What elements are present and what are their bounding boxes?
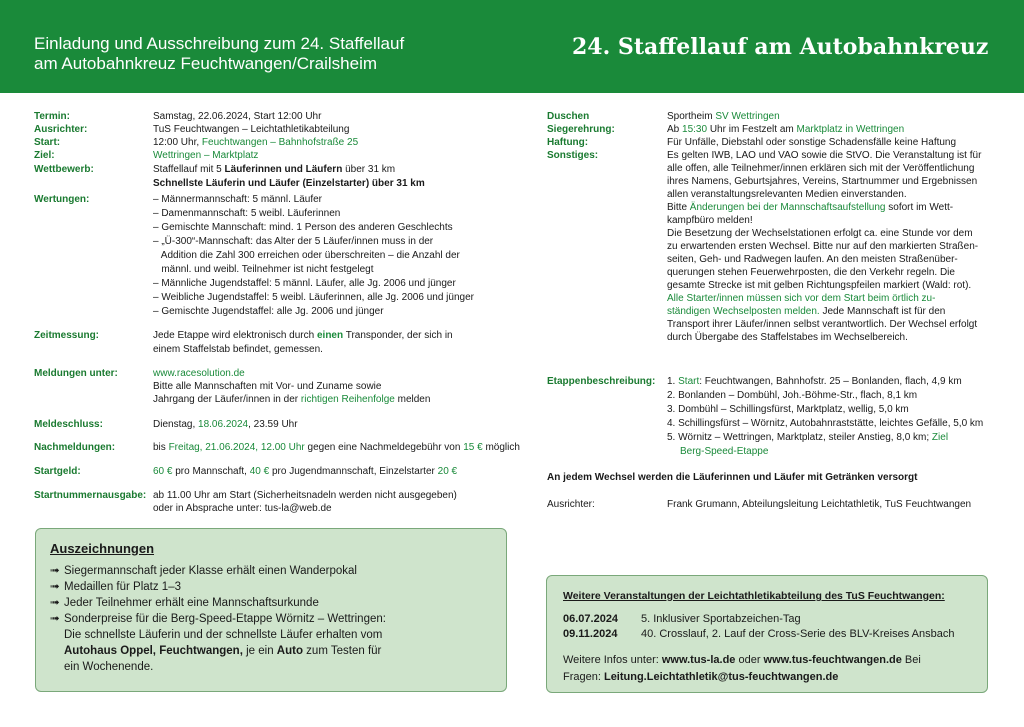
termin-label: Termin: <box>34 111 70 122</box>
siegerehrung-value: Ab 15:30 Uhr im Festzelt am Marktplatz in Wettringen <box>667 124 905 135</box>
etappe-item: 2. Bonlanden – Dombühl, Joh.-Böhme-Str., flach, 8,1 km <box>667 390 918 401</box>
sonstiges-line: ihres Namens, Geburtsjahres, Vereins, Startnummer und Ergebnissen <box>667 176 978 187</box>
wertungen-label: Wertungen: <box>34 194 90 205</box>
duschen-label: Duschen <box>547 111 590 122</box>
wechsel-note: An jedem Wechsel werden die Läuferinnen und Läufer mit Getränken versorgt <box>547 472 918 483</box>
award-item: ➟ Medaillen für Platz 1–3 <box>50 581 181 593</box>
wettbewerb-value-1: Staffellauf mit 5 Läuferinnen und Läufern über 31 km <box>153 164 396 175</box>
etappe-item: Berg-Speed-Etappe <box>680 446 769 457</box>
info-line-2: Fragen: Leitung.Leichtathletik@tus-feuchtwangen.de <box>563 671 839 683</box>
sonstiges-line: alle offen, alle Teilnehmer/innen erklären sich mit der Veröffentlichung <box>667 163 975 174</box>
ausrichter-label: Ausrichter: <box>34 124 88 135</box>
meldungen-value-3: Jahrgang der Läufer/innen in der richtigen Reihenfolge melden <box>153 394 431 405</box>
sonstiges-line: Bitte Änderungen bei der Mannschaftsaufstellung sofort im Wett- <box>667 202 954 213</box>
sonstiges-line: durch Übergabe des Staffelstabes im Wechselbereich. <box>667 332 908 343</box>
sonstiges-line: seiten, Geh- und Radwegen laufen. An den meisten Straßenüber- <box>667 254 958 265</box>
sonstiges-line: ständigen Wechselposten melden. Jede Mannschaft ist für den <box>667 306 946 317</box>
sonstiges-line: gesamte Strecke ist mit gelben Richtungspfeilen markiert (Wald: rot). <box>667 280 972 291</box>
award-cont-1: Die schnellste Läuferin und der schnellste Läufer erhalten vom <box>64 629 383 641</box>
startnummern-label: Startnummernausgabe: <box>34 490 147 501</box>
siegerehrung-label: Siegerehrung: <box>547 124 615 135</box>
termin-value: Samstag, 22.06.2024, Start 12:00 Uhr <box>153 111 322 122</box>
wertung-item: – Männliche Jugendstaffel: 5 männl. Läufer, alle Jg. 2006 und jünger <box>153 278 456 289</box>
ausrichter-right-label: Ausrichter: <box>547 499 595 510</box>
event-row: 09.11.2024 40. Crosslauf, 2. Lauf der Cross-Serie des BLV-Kreises Ansbach <box>563 628 955 640</box>
email-link[interactable]: Leitung.Leichtathletik@tus-feuchtwangen.de <box>603 671 839 683</box>
etappen-label: Etappenbeschreibung: <box>547 376 656 387</box>
nachmeldungen-label: Nachmeldungen: <box>34 442 116 453</box>
wertung-item: Addition die Zahl 300 erreichen oder überschreiten – die Anzahl der <box>153 250 460 261</box>
tus-la-link[interactable]: www.tus-la.de <box>661 654 736 666</box>
sonstiges-line: kampfbüro melden! <box>667 215 753 226</box>
sonstiges-line: Es gelten IWB, LAO und VAO sowie die StVO. Die Veranstaltung ist für <box>667 150 982 161</box>
sonstiges-line: zu erwartenden ersten Wechsel. Bitte nur auf den markierten Straßen- <box>667 241 979 252</box>
arrow-icon: ➟ <box>50 565 60 577</box>
award-cont-3: ein Wochenende. <box>64 661 154 673</box>
header-title-line2: am Autobahnkreuz Feuchtwangen/Crailsheim <box>34 54 378 73</box>
wertung-item: männl. und weibl. Teilnehmer ist nicht festgelegt <box>153 264 374 275</box>
etappe-item: 1. Start: Feuchtwangen, Bahnhofstr. 25 – Bonlanden, flach, 4,9 km <box>667 376 962 387</box>
arrow-icon: ➟ <box>50 613 60 625</box>
etappe-item: 4. Schillingsfürst – Wörnitz, Autobahnraststätte, leichtes Gefälle, 5,0 km <box>667 418 984 429</box>
award-item: ➟ Sonderpreise für die Berg-Speed-Etappe Wörnitz – Wettringen: <box>50 613 386 625</box>
award-cont-2: Autohaus Oppel, Feuchtwangen, je ein Auto zum Testen für <box>64 645 382 657</box>
racesolution-link[interactable]: www.racesolution.de <box>153 368 245 379</box>
wertung-item: – „Ü-300“-Mannschaft: das Alter der 5 Läufer/innen muss in der <box>153 236 434 247</box>
sonstiges-line: allen veranstaltungsrelevanten Medien einverstanden. <box>667 189 907 200</box>
sonstiges-line: Transport ihrer Läufer/innen selbst verantwortlich. Der Wechsel erfolgt <box>667 319 978 330</box>
tus-feuchtwangen-link[interactable]: www.tus-feuchtwangen.de <box>763 654 902 666</box>
haftung-value: Für Unfälle, Diebstahl oder sonstige Schadensfälle keine Haftung <box>667 137 957 148</box>
header-right-title: 24. Staffellauf am Autobahnkreuz <box>572 34 989 60</box>
start-label: Start: <box>34 137 61 148</box>
zeitmessung-value-1: Jede Etappe wird elektronisch durch einen Transponder, der sich in <box>153 330 453 341</box>
wertung-item: – Gemischte Mannschaft: mind. 1 Person des anderen Geschlechts <box>153 222 453 233</box>
nachmeldungen-value: bis Freitag, 21.06.2024, 12.00 Uhr gegen eine Nachmeldegebühr von 15 € möglich <box>153 442 520 453</box>
ziel-value: Wettringen – Marktplatz <box>153 150 259 161</box>
meldungen-label: Meldungen unter: <box>34 368 118 379</box>
start-value: 12:00 Uhr, Feuchtwangen – Bahnhofstraße 25 <box>153 137 359 148</box>
wertung-item: – Weibliche Jugendstaffel: 5 weibl. Läuferinnen, alle Jg. 2006 und jünger <box>153 292 474 303</box>
events-box <box>546 575 988 693</box>
etappe-item: 3. Dombühl – Schillingsfürst, Marktplatz, wellig, 5,0 km <box>667 404 909 415</box>
wettbewerb-label: Wettbewerb: <box>34 164 94 175</box>
awards-title: Auszeichnungen <box>50 541 155 556</box>
sonstiges-label: Sonstiges: <box>547 150 599 161</box>
duschen-value: Sportheim SV Wettringen <box>667 111 780 122</box>
ziel-label: Ziel: <box>34 150 55 161</box>
awards-list <box>50 563 386 675</box>
startnummern-value-2: oder in Absprache unter: tus-la@web.de <box>153 503 332 514</box>
info-line-1: Weitere Infos unter: www.tus-la.de oder www.tus-feuchtwangen.de Bei <box>563 654 921 666</box>
meldeschluss-label: Meldeschluss: <box>34 419 103 430</box>
arrow-icon: ➟ <box>50 597 60 609</box>
meldeschluss-value: Dienstag, 18.06.2024, 23.59 Uhr <box>153 419 298 430</box>
events-title: Weitere Veranstaltungen der Leichtathletikabteilung des TuS Feuchtwangen: <box>563 590 945 602</box>
wertung-item: – Männermannschaft: 5 männl. Läufer <box>153 194 322 205</box>
zeitmessung-value-2: einem Staffelstab befindet, gemessen. <box>153 344 323 355</box>
etappe-item: 5. Wörnitz – Wettringen, Marktplatz, steiler Anstieg, 8,0 km; Ziel <box>667 432 949 443</box>
ausrichter-right-value: Frank Grumann, Abteilungsleitung Leichtathletik, TuS Feuchtwangen <box>667 499 972 510</box>
sonstiges-line: querungen stehen Feuerwehrposten, die den Verkehr regeln. Die <box>667 267 955 278</box>
header-title-line1: Einladung und Ausschreibung zum 24. Staffellauf <box>34 34 405 53</box>
award-item: ➟ Jeder Teilnehmer erhält eine Mannschaftsurkunde <box>50 597 319 609</box>
wettbewerb-value-2: Schnellste Läuferin und Läufer (Einzelstarter) über 31 km <box>153 178 425 189</box>
sonstiges-line: Alle Starter/innen müssen sich vor dem Start beim örtlich zu- <box>667 293 936 304</box>
startgeld-value: 60 € pro Mannschaft, 40 € pro Jugendmannschaft, Einzelstarter 20 € <box>153 466 458 477</box>
award-item: ➟ Siegermannschaft jeder Klasse erhält einen Wanderpokal <box>50 565 357 577</box>
ausrichter-value: TuS Feuchtwangen – Leichtathletikabteilung <box>153 124 350 135</box>
sonstiges-line: Die Besetzung der Wechselstationen erfolgt ca. eine Stunde vor dem <box>667 228 973 239</box>
awards-box <box>35 528 507 692</box>
zeitmessung-label: Zeitmessung: <box>34 330 100 341</box>
wertung-item: – Damenmannschaft: 5 weibl. Läuferinnen <box>153 208 341 219</box>
meldungen-value-2: Bitte alle Mannschaften mit Vor- und Zuname sowie <box>153 381 382 392</box>
event-row: 06.07.2024 5. Inklusiver Sportabzeichen-Tag <box>563 613 801 625</box>
wertung-item: – Gemischte Jugendstaffel: alle Jg. 2006 und jünger <box>153 306 384 317</box>
haftung-label: Haftung: <box>547 137 589 148</box>
arrow-icon: ➟ <box>50 581 60 593</box>
startgeld-label: Startgeld: <box>34 466 81 477</box>
startnummern-value-1: ab 11.00 Uhr am Start (Sicherheitsnadeln werden nicht ausgegeben) <box>153 490 457 501</box>
